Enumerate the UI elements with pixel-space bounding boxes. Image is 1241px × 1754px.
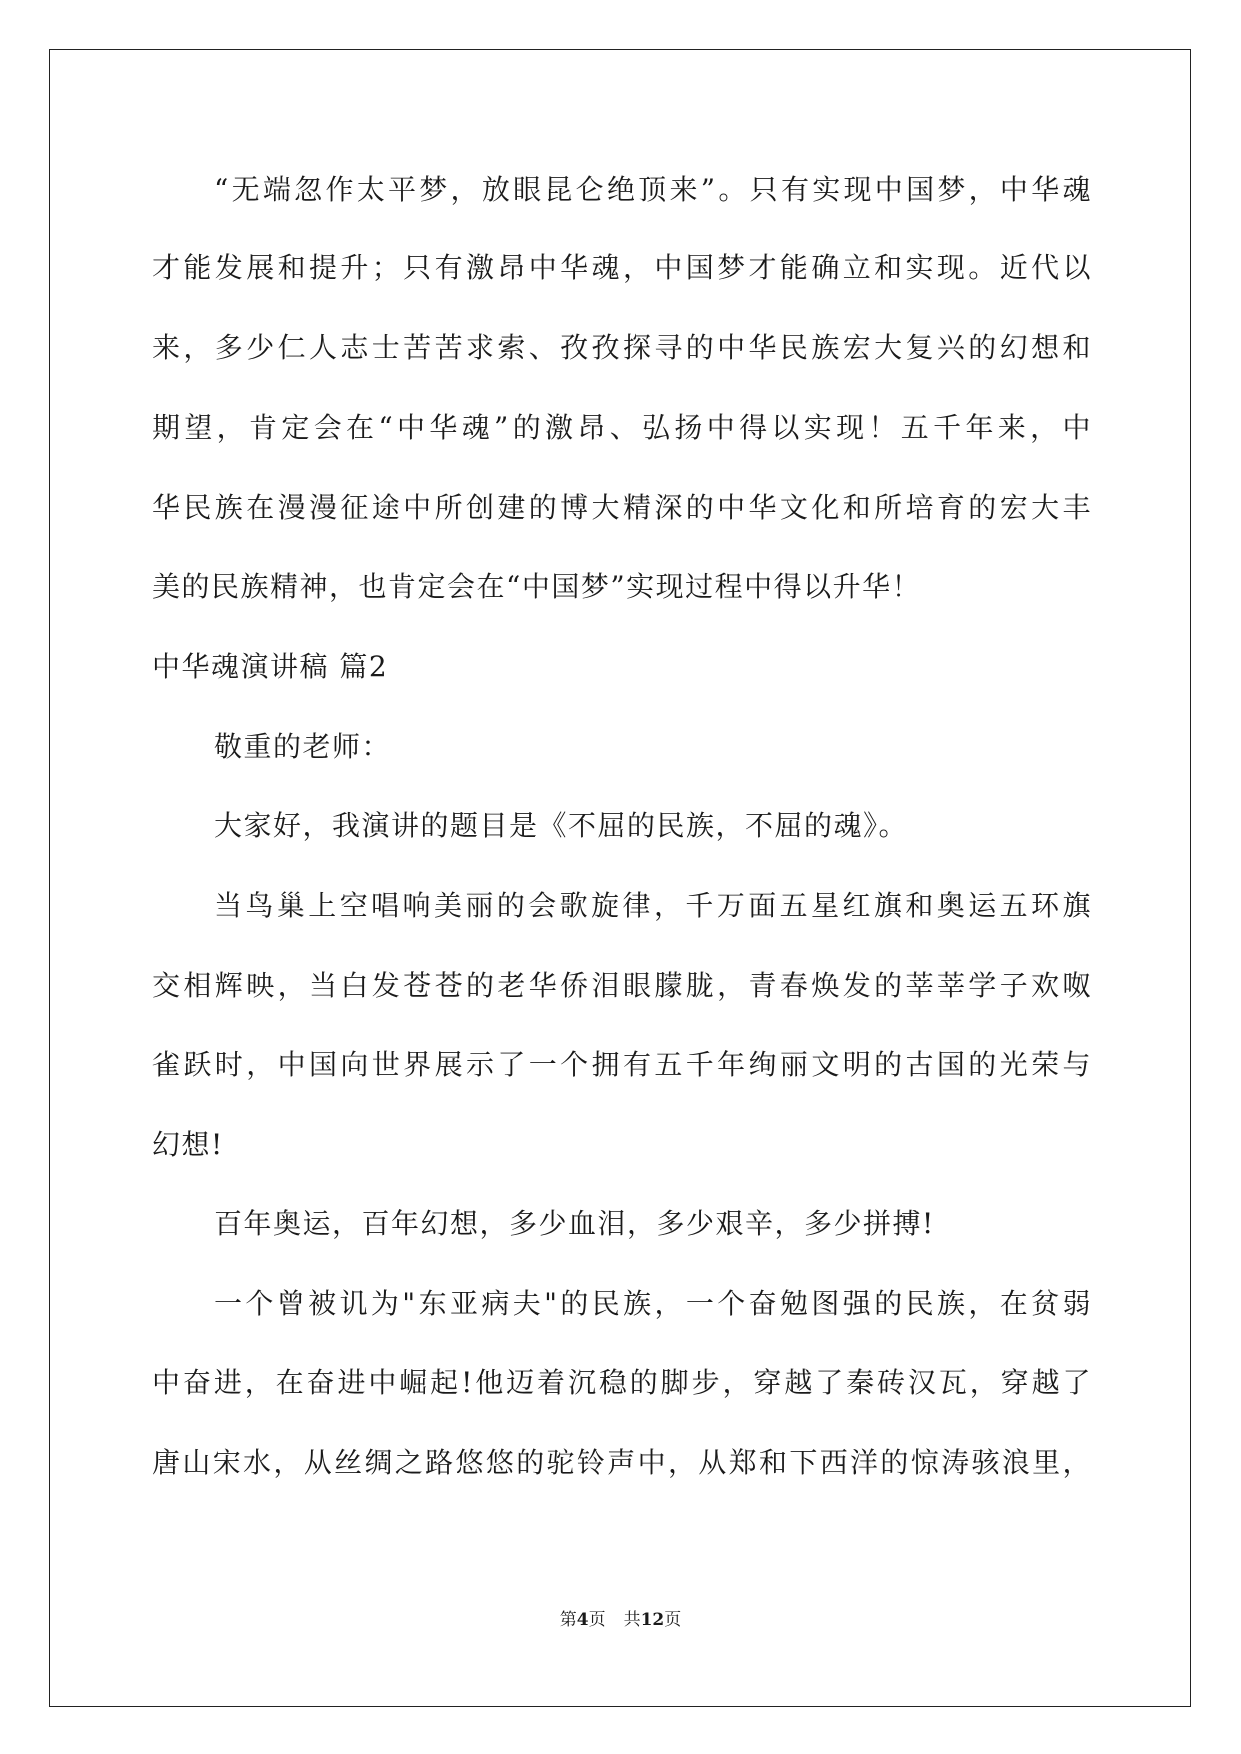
total-pages-number: 12 (640, 1610, 665, 1630)
current-page-number: 4 (576, 1610, 589, 1630)
body-line: 一个曾被讥为"东亚病夫"的民族，一个奋勉图强的民族，在贫弱 (214, 1287, 1092, 1320)
body-line: 才能发展和提升；只有激昂中华魂，中国梦才能确立和实现。近代以 (152, 251, 1092, 284)
body-line: 百年奥运，百年幻想，多少血泪，多少艰辛，多少拼搏! (214, 1207, 935, 1240)
body-line: 期望，肯定会在“中华魂”的激昂、弘扬中得以实现！五千年来，中 (152, 411, 1092, 444)
footer-total-unit: 页 (664, 1610, 682, 1630)
page-footer (0, 1608, 1241, 1632)
body-line: 大家好，我演讲的题目是《不屈的民族，不屈的魂》。 (214, 809, 909, 842)
section-heading: 中华魂演讲稿 篇2 (152, 650, 389, 683)
body-line: 唐山宋水，从丝绸之路悠悠的驼铃声中，从郑和下西洋的惊涛骇浪里， (152, 1446, 1092, 1479)
body-line: 当鸟巢上空唱响美丽的会歌旋律，千万面五星红旗和奥运五环旗 (214, 889, 1092, 922)
body-line: 美的民族精神，也肯定会在“中国梦”实现过程中得以升华！ (152, 570, 922, 603)
body-line: 华民族在漫漫征途中所创建的博大精深的中华文化和所培育的宏大丰 (152, 491, 1092, 524)
footer-page-unit: 页 (588, 1610, 606, 1630)
salutation: 敬重的老师： (214, 730, 392, 763)
footer-total-prefix: 共 (623, 1610, 641, 1630)
footer-prefix: 第 (559, 1610, 577, 1630)
body-line: “无端忽作太平梦，放眼昆仑绝顶来”。只有实现中国梦，中华魂 (214, 173, 1092, 206)
body-line: 来，多少仁人志士苦苦求索、孜孜探寻的中华民族宏大复兴的幻想和 (152, 331, 1092, 364)
body-line: 幻想! (152, 1128, 224, 1161)
body-line: 交相辉映，当白发苍苍的老华侨泪眼朦胧，青春焕发的莘莘学子欢呶 (152, 969, 1092, 1002)
body-line: 雀跃时，中国向世界展示了一个拥有五千年绚丽文明的古国的光荣与 (152, 1048, 1092, 1081)
body-line: 中奋进，在奋进中崛起!他迈着沉稳的脚步，穿越了秦砖汉瓦，穿越了 (152, 1366, 1092, 1399)
